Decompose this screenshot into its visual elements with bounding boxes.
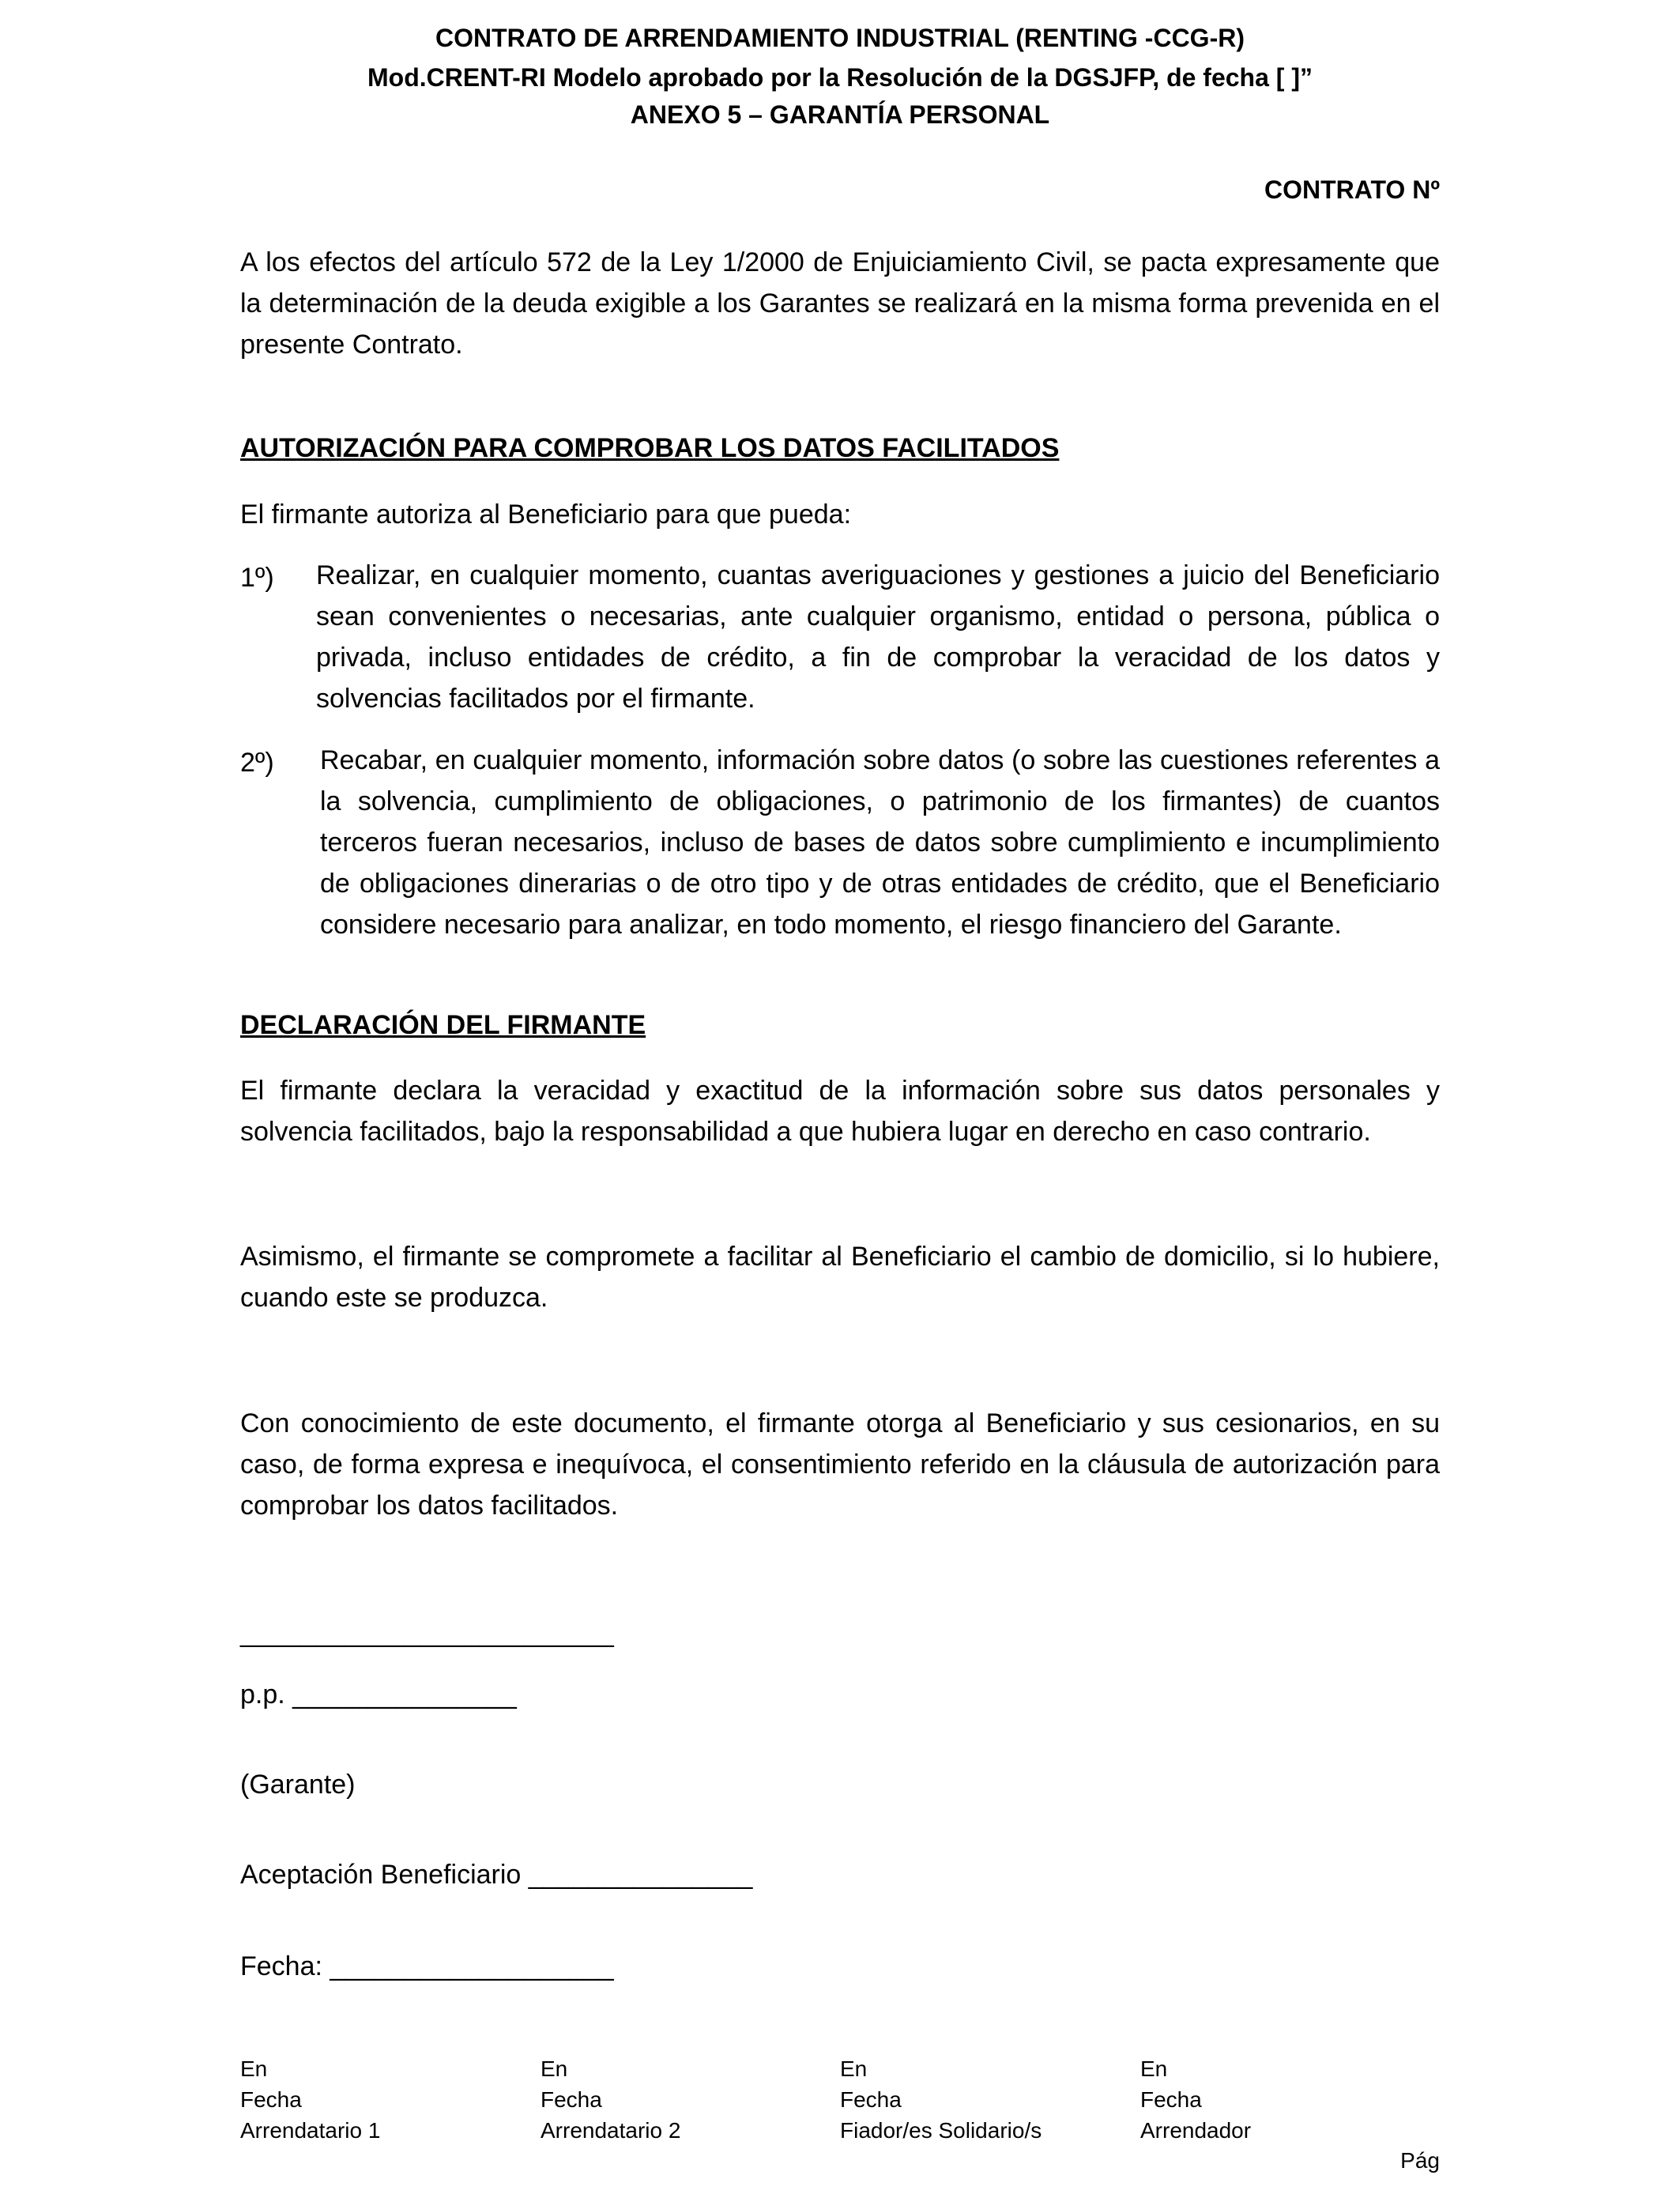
signature-line: _________________________ xyxy=(240,1618,614,1648)
declaration-paragraph-1: El firmante declara la veracidad y exactitud de la información sobre sus datos personales y solvencia facilitados, bajo la responsabilidad a que hubiera lugar en derecho en caso contrario. xyxy=(240,1076,1440,1147)
header-annex: ANEXO 5 – GARANTÍA PERSONAL xyxy=(630,100,1050,129)
authorization-item-1-number: 1º) xyxy=(240,563,274,593)
footer-column-fiador xyxy=(840,2053,1042,2146)
authorization-heading: AUTORIZACIÓN PARA COMPROBAR LOS DATOS FACILITADOS xyxy=(240,433,1060,463)
authorization-item-1-text: Realizar, en cualquier momento, cuantas averiguaciones y gestiones a juicio del Beneficiario sean convenientes o necesarias, ante cualquier organismo, entidad o persona, pública o privada, incluso entidades de crédito, a fin de comprobar la veracidad de los datos y solvencias facilitados por el firmante. xyxy=(316,560,1440,714)
footer-fecha: Fecha xyxy=(840,2087,902,2112)
authorization-item-2-text: Recabar, en cualquier momento, información sobre datos (o sobre las cuestiones referentes a la solvencia, cumplimiento de obligaciones, o patrimonio de los firmantes) de cuantos terceros fueran necesarios, incluso de bases de datos sobre cumplimiento e incumplimiento de obligaciones dinerarias o de otro tipo y de otras entidades de crédito, que el Beneficiario considere necesario para analizar, en todo momento, el riesgo financiero del Garante. xyxy=(320,745,1440,940)
footer-column-arrendatario-1 xyxy=(240,2053,380,2146)
signature-date: Fecha: ___________________ xyxy=(240,1951,614,1981)
footer-en: En xyxy=(1140,2056,1168,2081)
declaration-heading: DECLARACIÓN DEL FIRMANTE xyxy=(240,1010,646,1040)
footer-en: En xyxy=(840,2056,868,2081)
footer-column-arrendatario-2 xyxy=(541,2053,680,2146)
page-label: Pág xyxy=(1400,2148,1440,2173)
footer-fecha: Fecha xyxy=(240,2087,302,2112)
footer-party: Arrendador xyxy=(1140,2118,1252,2143)
declaration-paragraph-3: Con conocimiento de este documento, el firmante otorga al Beneficiario y sus cesionarios, en su caso, de forma expresa e inequívoca, el consentimiento referido en la cláusula de autorización para comprobar los datos facilitados. xyxy=(240,1408,1440,1521)
declaration-paragraph-2: Asimismo, el firmante se compromete a facilitar al Beneficiario el cambio de domicilio, si lo hubiere, cuando este se produzca. xyxy=(240,1242,1440,1313)
contract-number-label: CONTRATO Nº xyxy=(1264,175,1440,204)
footer-en: En xyxy=(541,2056,568,2081)
header-title: CONTRATO DE ARRENDAMIENTO INDUSTRIAL (RENTING -CCG-R) xyxy=(435,24,1245,52)
footer-party: Arrendatario 2 xyxy=(541,2118,681,2143)
authorization-lead: El firmante autoriza al Beneficiario para que pueda: xyxy=(240,499,852,530)
signature-acceptance: Aceptación Beneficiario _______________ xyxy=(240,1860,753,1890)
signature-pp: p.p. _______________ xyxy=(240,1679,517,1710)
footer-party: Fiador/es Solidario/s xyxy=(840,2118,1042,2143)
signature-garante: (Garante) xyxy=(240,1770,356,1800)
intro-paragraph: A los efectos del artículo 572 de la Ley 1/2000 de Enjuiciamiento Civil, se pacta expresamente que la determinación de la deuda exigible a los Garantes se realizará en la misma forma prevenida en el presente Contrato. xyxy=(240,247,1440,360)
header-model: Mod.CRENT-RI Modelo aprobado por la Resolución de la DGSJFP, de fecha [ ]” xyxy=(367,63,1313,92)
footer-party: Arrendatario 1 xyxy=(240,2118,381,2143)
footer-fecha: Fecha xyxy=(541,2087,602,2112)
footer-en: En xyxy=(240,2056,268,2081)
authorization-item-2-number: 2º) xyxy=(240,748,274,778)
footer-column-arrendador xyxy=(1140,2053,1251,2146)
footer-fecha: Fecha xyxy=(1140,2087,1202,2112)
